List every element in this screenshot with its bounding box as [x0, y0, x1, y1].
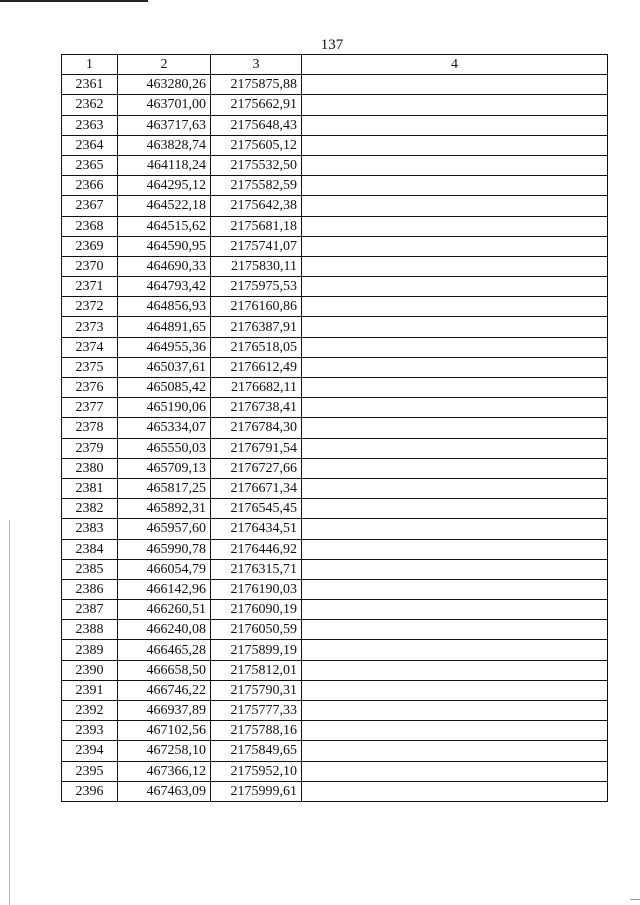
table-row: [62, 418, 608, 438]
point-number-cell: 2391: [62, 680, 118, 700]
point-number-cell: 2380: [62, 458, 118, 478]
note-cell: [302, 196, 608, 216]
point-number-cell: 2376: [62, 378, 118, 398]
x-coordinate-cell: 464118,24: [118, 155, 211, 175]
column-header: 2: [118, 55, 211, 75]
note-cell: [302, 216, 608, 236]
x-coordinate-cell: 467463,09: [118, 781, 211, 801]
coordinates-table: [61, 54, 608, 802]
scan-speck: [630, 899, 640, 900]
point-number-cell: 2383: [62, 519, 118, 539]
note-cell: [302, 539, 608, 559]
x-coordinate-cell: 466746,22: [118, 680, 211, 700]
x-coordinate-cell: 466240,08: [118, 620, 211, 640]
point-number-cell: 2371: [62, 277, 118, 297]
y-coordinate-cell: 2176446,92: [211, 539, 302, 559]
point-number-cell: 2396: [62, 781, 118, 801]
x-coordinate-cell: 466260,51: [118, 600, 211, 620]
x-coordinate-cell: 463701,00: [118, 95, 211, 115]
top-rule: [0, 0, 148, 2]
note-cell: [302, 95, 608, 115]
x-coordinate-cell: 464522,18: [118, 196, 211, 216]
x-coordinate-cell: 465892,31: [118, 499, 211, 519]
table-row: [62, 357, 608, 377]
note-cell: [302, 579, 608, 599]
x-coordinate-cell: 467366,12: [118, 761, 211, 781]
x-coordinate-cell: 464515,62: [118, 216, 211, 236]
note-cell: [302, 398, 608, 418]
x-coordinate-cell: 465709,13: [118, 458, 211, 478]
note-cell: [302, 559, 608, 579]
x-coordinate-cell: 466142,96: [118, 579, 211, 599]
table-row: [62, 95, 608, 115]
x-coordinate-cell: 463828,74: [118, 135, 211, 155]
y-coordinate-cell: 2176160,86: [211, 297, 302, 317]
table-row: [62, 761, 608, 781]
note-cell: [302, 499, 608, 519]
x-coordinate-cell: 464891,65: [118, 317, 211, 337]
table-row: [62, 277, 608, 297]
table-row: [62, 378, 608, 398]
table-row: [62, 438, 608, 458]
table-row: [62, 196, 608, 216]
column-header: 1: [62, 55, 118, 75]
table-row: [62, 701, 608, 721]
point-number-cell: 2395: [62, 761, 118, 781]
note-cell: [302, 256, 608, 276]
table-row: [62, 337, 608, 357]
x-coordinate-cell: 465037,61: [118, 357, 211, 377]
point-number-cell: 2384: [62, 539, 118, 559]
table-row: [62, 741, 608, 761]
note-cell: [302, 155, 608, 175]
point-number-cell: 2362: [62, 95, 118, 115]
table-row: [62, 256, 608, 276]
y-coordinate-cell: 2176671,34: [211, 478, 302, 498]
table-row: [62, 176, 608, 196]
table-row: [62, 135, 608, 155]
y-coordinate-cell: 2176090,19: [211, 600, 302, 620]
note-cell: [302, 701, 608, 721]
note-cell: [302, 277, 608, 297]
note-cell: [302, 721, 608, 741]
table-row: [62, 559, 608, 579]
note-cell: [302, 135, 608, 155]
table-row: [62, 600, 608, 620]
x-coordinate-cell: 464590,95: [118, 236, 211, 256]
y-coordinate-cell: 2176727,66: [211, 458, 302, 478]
table-header-row: [62, 55, 608, 75]
y-coordinate-cell: 2176518,05: [211, 337, 302, 357]
x-coordinate-cell: 465190,06: [118, 398, 211, 418]
x-coordinate-cell: 463717,63: [118, 115, 211, 135]
table-row: [62, 155, 608, 175]
y-coordinate-cell: 2176190,03: [211, 579, 302, 599]
y-coordinate-cell: 2176738,41: [211, 398, 302, 418]
table-row: [62, 660, 608, 680]
x-coordinate-cell: 466465,28: [118, 640, 211, 660]
page-number: 137: [320, 37, 344, 53]
left-margin-line: [9, 520, 10, 905]
x-coordinate-cell: 465334,07: [118, 418, 211, 438]
column-header: 3: [211, 55, 302, 75]
note-cell: [302, 600, 608, 620]
point-number-cell: 2368: [62, 216, 118, 236]
point-number-cell: 2385: [62, 559, 118, 579]
point-number-cell: 2389: [62, 640, 118, 660]
x-coordinate-cell: 465817,25: [118, 478, 211, 498]
y-coordinate-cell: 2175741,07: [211, 236, 302, 256]
table-row: [62, 721, 608, 741]
note-cell: [302, 378, 608, 398]
y-coordinate-cell: 2175605,12: [211, 135, 302, 155]
point-number-cell: 2387: [62, 600, 118, 620]
table-row: [62, 317, 608, 337]
column-header: 4: [302, 55, 608, 75]
point-number-cell: 2373: [62, 317, 118, 337]
x-coordinate-cell: 464690,33: [118, 256, 211, 276]
table-row: [62, 115, 608, 135]
note-cell: [302, 640, 608, 660]
table-row: [62, 297, 608, 317]
note-cell: [302, 741, 608, 761]
point-number-cell: 2394: [62, 741, 118, 761]
y-coordinate-cell: 2176434,51: [211, 519, 302, 539]
note-cell: [302, 781, 608, 801]
table-row: [62, 75, 608, 95]
note-cell: [302, 478, 608, 498]
x-coordinate-cell: 466937,89: [118, 701, 211, 721]
note-cell: [302, 75, 608, 95]
y-coordinate-cell: 2176050,59: [211, 620, 302, 640]
point-number-cell: 2364: [62, 135, 118, 155]
point-number-cell: 2390: [62, 660, 118, 680]
y-coordinate-cell: 2175648,43: [211, 115, 302, 135]
point-number-cell: 2388: [62, 620, 118, 640]
note-cell: [302, 357, 608, 377]
table-row: [62, 781, 608, 801]
x-coordinate-cell: 466658,50: [118, 660, 211, 680]
table-row: [62, 458, 608, 478]
x-coordinate-cell: 464955,36: [118, 337, 211, 357]
x-coordinate-cell: 465550,03: [118, 438, 211, 458]
table-row: [62, 640, 608, 660]
point-number-cell: 2374: [62, 337, 118, 357]
point-number-cell: 2377: [62, 398, 118, 418]
x-coordinate-cell: 467258,10: [118, 741, 211, 761]
note-cell: [302, 337, 608, 357]
point-number-cell: 2365: [62, 155, 118, 175]
y-coordinate-cell: 2176612,49: [211, 357, 302, 377]
y-coordinate-cell: 2176387,91: [211, 317, 302, 337]
x-coordinate-cell: 464793,42: [118, 277, 211, 297]
point-number-cell: 2375: [62, 357, 118, 377]
table-row: [62, 539, 608, 559]
table-row: [62, 236, 608, 256]
y-coordinate-cell: 2175777,33: [211, 701, 302, 721]
note-cell: [302, 115, 608, 135]
x-coordinate-cell: 465085,42: [118, 378, 211, 398]
table-row: [62, 680, 608, 700]
y-coordinate-cell: 2176315,71: [211, 559, 302, 579]
y-coordinate-cell: 2175642,38: [211, 196, 302, 216]
point-number-cell: 2381: [62, 478, 118, 498]
y-coordinate-cell: 2175975,53: [211, 277, 302, 297]
table-row: [62, 478, 608, 498]
y-coordinate-cell: 2175849,65: [211, 741, 302, 761]
y-coordinate-cell: 2175875,88: [211, 75, 302, 95]
point-number-cell: 2367: [62, 196, 118, 216]
y-coordinate-cell: 2176545,45: [211, 499, 302, 519]
point-number-cell: 2370: [62, 256, 118, 276]
x-coordinate-cell: 466054,79: [118, 559, 211, 579]
y-coordinate-cell: 2175532,50: [211, 155, 302, 175]
note-cell: [302, 620, 608, 640]
x-coordinate-cell: 465957,60: [118, 519, 211, 539]
table-row: [62, 216, 608, 236]
y-coordinate-cell: 2175662,91: [211, 95, 302, 115]
point-number-cell: 2392: [62, 701, 118, 721]
x-coordinate-cell: 464295,12: [118, 176, 211, 196]
note-cell: [302, 680, 608, 700]
y-coordinate-cell: 2176682,11: [211, 378, 302, 398]
table-row: [62, 398, 608, 418]
x-coordinate-cell: 465990,78: [118, 539, 211, 559]
y-coordinate-cell: 2175830,11: [211, 256, 302, 276]
table-body: [62, 75, 608, 802]
y-coordinate-cell: 2175790,31: [211, 680, 302, 700]
y-coordinate-cell: 2175788,16: [211, 721, 302, 741]
y-coordinate-cell: 2176791,54: [211, 438, 302, 458]
table-row: [62, 499, 608, 519]
x-coordinate-cell: 464856,93: [118, 297, 211, 317]
point-number-cell: 2393: [62, 721, 118, 741]
point-number-cell: 2363: [62, 115, 118, 135]
point-number-cell: 2372: [62, 297, 118, 317]
point-number-cell: 2369: [62, 236, 118, 256]
note-cell: [302, 519, 608, 539]
note-cell: [302, 438, 608, 458]
y-coordinate-cell: 2175952,10: [211, 761, 302, 781]
point-number-cell: 2386: [62, 579, 118, 599]
y-coordinate-cell: 2175681,18: [211, 216, 302, 236]
table-row: [62, 579, 608, 599]
y-coordinate-cell: 2175899,19: [211, 640, 302, 660]
note-cell: [302, 236, 608, 256]
y-coordinate-cell: 2175812,01: [211, 660, 302, 680]
table-row: [62, 519, 608, 539]
note-cell: [302, 418, 608, 438]
note-cell: [302, 297, 608, 317]
point-number-cell: 2379: [62, 438, 118, 458]
x-coordinate-cell: 467102,56: [118, 721, 211, 741]
note-cell: [302, 458, 608, 478]
x-coordinate-cell: 463280,26: [118, 75, 211, 95]
note-cell: [302, 761, 608, 781]
note-cell: [302, 317, 608, 337]
note-cell: [302, 660, 608, 680]
note-cell: [302, 176, 608, 196]
y-coordinate-cell: 2175999,61: [211, 781, 302, 801]
y-coordinate-cell: 2175582,59: [211, 176, 302, 196]
y-coordinate-cell: 2176784,30: [211, 418, 302, 438]
point-number-cell: 2378: [62, 418, 118, 438]
point-number-cell: 2366: [62, 176, 118, 196]
table-row: [62, 620, 608, 640]
point-number-cell: 2361: [62, 75, 118, 95]
point-number-cell: 2382: [62, 499, 118, 519]
